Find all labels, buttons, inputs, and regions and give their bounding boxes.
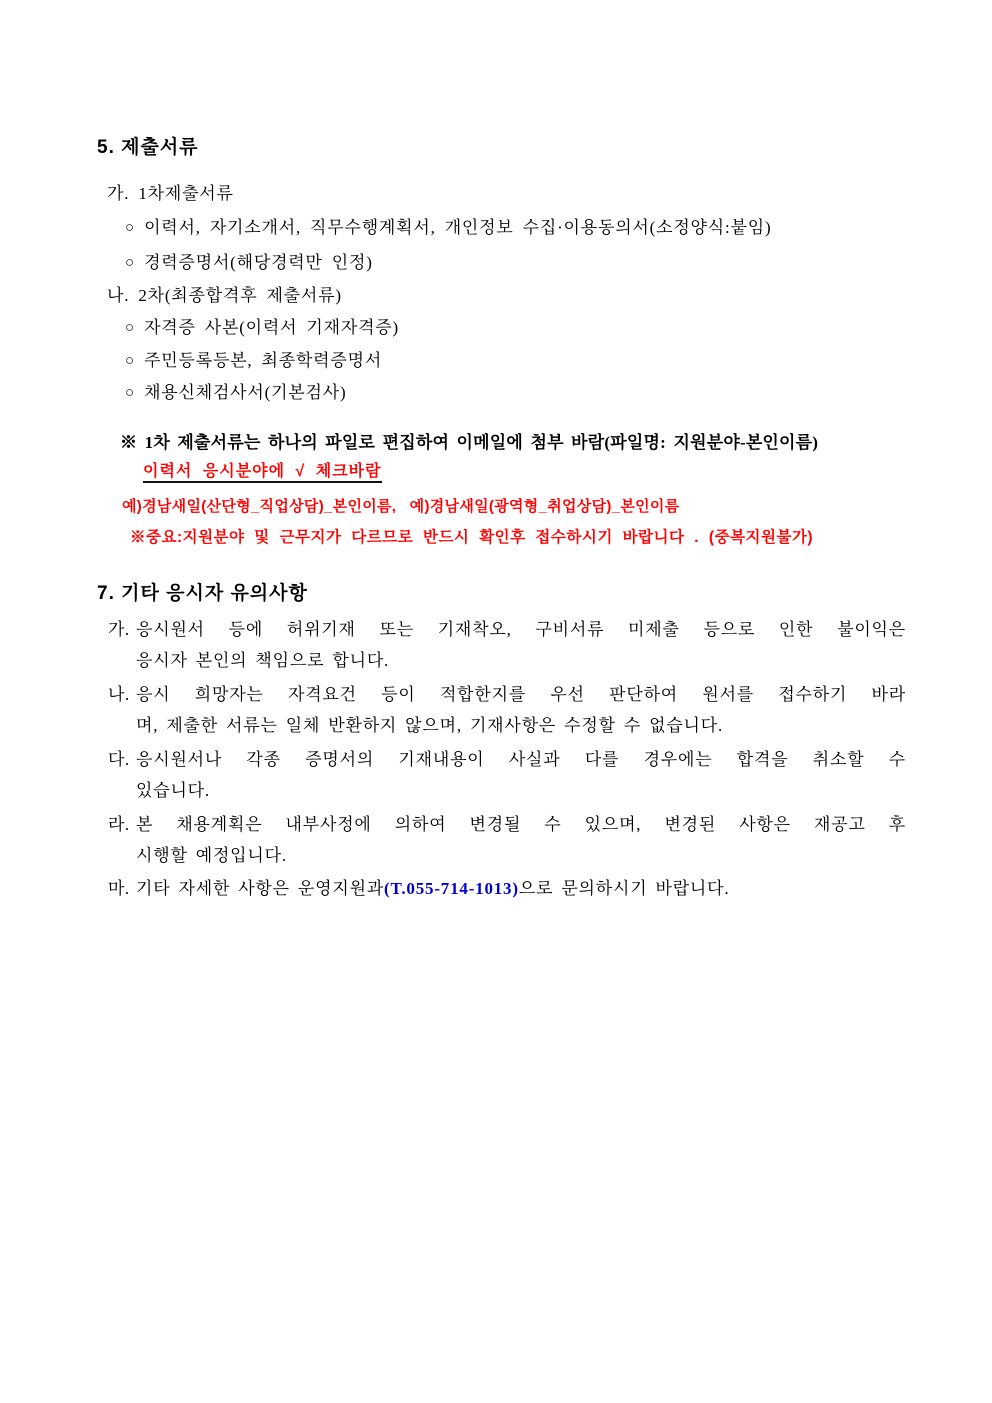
bullet-circle-icon: ○ — [125, 255, 135, 271]
item-line: 며, 제출한 서류는 일체 반환하지 않으며, 기재사항은 수정할 수 없습니다. — [136, 716, 724, 735]
item-line: 응시원서 등에 허위기재 또는 기재착오, 구비서류 미제출 등으로 인한 불이익은 — [136, 620, 906, 639]
section7-title: 7. 기타 응시자 유의사항 — [97, 583, 308, 604]
item-label: 다. — [108, 750, 130, 769]
section5-bullet-5 — [125, 381, 346, 405]
note-attachment-instruction: ※ 1차 제출서류는 하나의 파일로 편집하여 이메일에 첨부 바람(파일명: 지원분야-본인이름) — [120, 433, 819, 452]
note-filename-examples: 예)경남새일(산단형_직업상담)_본인이름, 예)경남새일(광역형_취업상담)_본인이름 — [122, 498, 680, 515]
item-line: 시행할 예정입니다. — [136, 846, 287, 865]
bullet-circle-icon: ○ — [125, 220, 135, 236]
bullet-circle-icon: ○ — [125, 353, 135, 369]
item-label: 마. — [108, 879, 130, 898]
section5-item-na: 나. 2차(최종합격후 제출서류) — [107, 286, 342, 305]
section5-bullet-2 — [125, 251, 373, 275]
item-line: 있습니다. — [136, 781, 210, 800]
item-line: 응시자 본인의 책임으로 합니다. — [136, 651, 390, 670]
item-label: 나. — [108, 685, 130, 704]
item-label: 라. — [108, 815, 130, 834]
section5-bullet-1 — [125, 216, 771, 240]
bullet-circle-icon: ○ — [125, 320, 135, 336]
section5-bullet-4 — [125, 349, 382, 373]
contact-line — [136, 873, 906, 904]
section5-title: 5. 제출서류 — [97, 137, 199, 158]
note-check-instruction — [143, 461, 382, 483]
item-line: 응시원서나 각종 증명서의 기재내용이 사실과 다를 경우에는 합격을 취소할 수 — [136, 750, 906, 769]
section7-item-ma — [108, 873, 906, 904]
bullet-text: 경력증명서(해당경력만 인정) — [144, 253, 373, 272]
note-important-warning: ※중요:지원분야 및 근무지가 다르므로 반드시 확인후 접수하시기 바랍니다 . (중복지원불가) — [130, 529, 814, 546]
contact-post-text: 으로 문의하시기 바랍니다. — [518, 879, 730, 898]
section7-item-ra — [108, 809, 906, 871]
contact-phone-number: (T.055-714-1013) — [384, 879, 519, 898]
bullet-text: 주민등록등본, 최종학력증명서 — [144, 351, 383, 370]
section5-bullet-3 — [125, 316, 399, 340]
bullet-text: 채용신체검사서(기본검사) — [144, 383, 347, 402]
section7-item-na — [108, 679, 906, 741]
bullet-text: 자격증 사본(이력서 기재자격증) — [144, 318, 399, 337]
item-label: 가. — [108, 620, 130, 639]
contact-pre-text: 기타 자세한 사항은 운영지원과 — [136, 879, 385, 898]
note-check-text: 이력서 응시분야에 √ 체크바람 — [143, 463, 382, 483]
section7-item-ga — [108, 614, 906, 676]
section7-item-da — [108, 744, 906, 806]
section5-item-ga: 가. 1차제출서류 — [107, 184, 234, 203]
item-line: 응시 희망자는 자격요건 등이 적합한지를 우선 판단하여 원서를 접수하기 바라 — [136, 685, 906, 704]
item-line: 본 채용계획은 내부사정에 의하여 변경될 수 있으며, 변경된 사항은 재공고 후 — [136, 815, 906, 834]
bullet-circle-icon: ○ — [125, 385, 135, 401]
bullet-text: 이력서, 자기소개서, 직무수행계획서, 개인정보 수집·이용동의서(소정양식:붙임) — [144, 218, 772, 237]
